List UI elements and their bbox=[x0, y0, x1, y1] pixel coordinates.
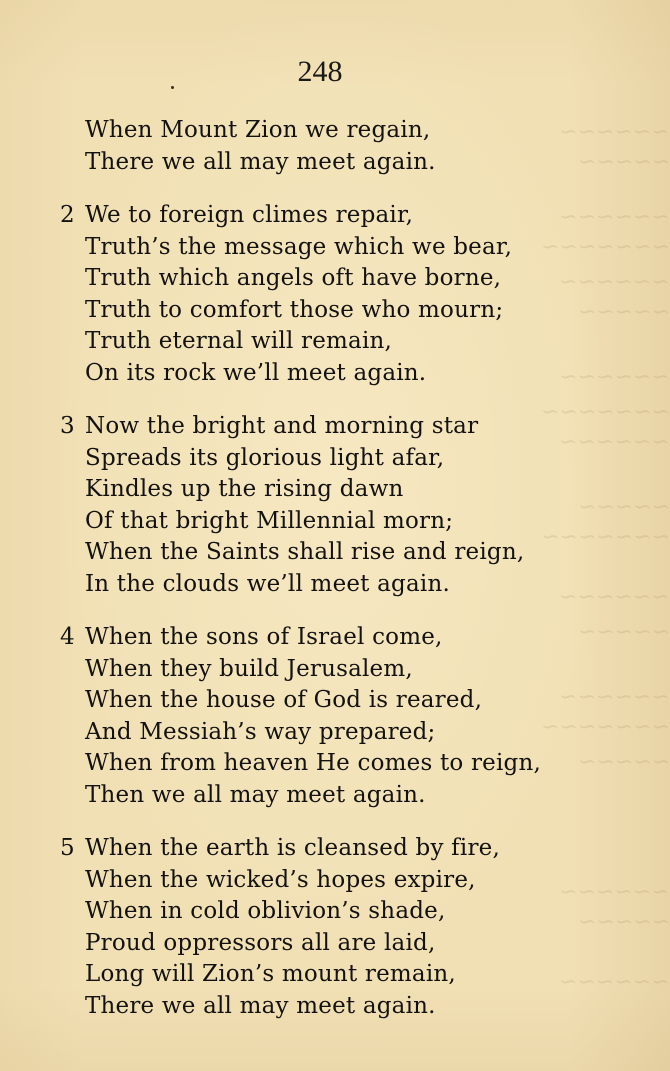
print-speck bbox=[171, 86, 174, 89]
verse-line-text: Truth to comfort those who mourn; bbox=[85, 296, 504, 323]
page-number: 248 bbox=[297, 55, 343, 88]
verse-line bbox=[0, 865, 640, 897]
verse-line bbox=[0, 685, 640, 717]
verse-line bbox=[0, 622, 640, 654]
verse-line bbox=[0, 833, 640, 865]
verse-line-text: When the house of God is reared, bbox=[85, 687, 483, 713]
verse-line-text: In the clouds we’ll meet again. bbox=[85, 570, 450, 597]
stanza-number: 5 bbox=[60, 835, 75, 861]
verse-line bbox=[0, 537, 640, 569]
verse-line bbox=[0, 780, 640, 812]
verse-line bbox=[0, 295, 640, 327]
verse-line-text: There we all may meet again. bbox=[85, 148, 436, 175]
verse-line-text: Truth’s the message which we bear, bbox=[85, 233, 513, 260]
verse-line bbox=[0, 569, 640, 601]
verse-line-text: When the sons of Israel come, bbox=[85, 624, 443, 650]
verse-line-text: Proud oppressors all are laid, bbox=[85, 929, 436, 956]
verse-line-text: There we all may meet again. bbox=[85, 992, 436, 1019]
verse-line-text: Then we all may meet again. bbox=[85, 781, 426, 808]
verse-line-text: When in cold oblivion’s shade, bbox=[85, 898, 446, 924]
verse-line-text: And Messiah’s way prepared; bbox=[85, 718, 436, 745]
verse-line-text: Long will Zion’s mount remain, bbox=[85, 961, 456, 987]
verse-line-text: Truth eternal will remain, bbox=[85, 328, 393, 354]
verse-line-text: When Mount Zion we regain, bbox=[85, 117, 431, 143]
verse-line bbox=[0, 928, 640, 960]
hymn-text bbox=[0, 115, 640, 1022]
stanza-number: 3 bbox=[60, 413, 75, 439]
verse-line bbox=[0, 896, 640, 928]
verse-line bbox=[0, 232, 640, 264]
verse-line bbox=[0, 263, 640, 295]
verse-line bbox=[0, 506, 640, 538]
verse-line-text: When they build Jerusalem, bbox=[85, 655, 413, 682]
verse-line-text: Of that bright Millennial morn; bbox=[85, 507, 454, 534]
verse-line-text: On its rock we’ll meet again. bbox=[85, 359, 427, 386]
verse-line-text: When the wicked’s hopes expire, bbox=[85, 866, 476, 893]
stanza-5 bbox=[0, 833, 640, 1022]
verse-line-text: When from heaven He comes to reign, bbox=[85, 750, 541, 776]
verse-line bbox=[0, 474, 640, 506]
stanza-1 bbox=[0, 115, 640, 178]
stanza-4 bbox=[0, 622, 640, 811]
stanza-number: 4 bbox=[60, 624, 75, 650]
show-through-texture: ~~~~~~ ~~~~~ ~~~~~~ ~~~~~~~ ~~~~~~ ~~~~~ ~~~~~~ ~~~~~~~ ~~~~~~ ~~~~~ ~~~~~~~ ~~~~~~ ~~~~~ ~~~~~~ ~~~~~~~ ~~~~~ ~~~~~~ ~~~~~ ~~~~~~ bbox=[540, 120, 670, 995]
verse-line bbox=[0, 326, 640, 358]
verse-line-text: When the earth is cleansed by fire, bbox=[85, 835, 500, 861]
verse-line-text: We to foreign climes repair, bbox=[85, 202, 414, 228]
verse-line-text: When the Saints shall rise and reign, bbox=[85, 539, 525, 565]
verse-line bbox=[0, 147, 640, 179]
stanza-2 bbox=[0, 200, 640, 389]
verse-line bbox=[0, 717, 640, 749]
verse-line-text: Now the bright and morning star bbox=[85, 413, 479, 439]
stanza-number: 2 bbox=[60, 202, 75, 228]
verse-line bbox=[0, 358, 640, 390]
verse-line-text: Spreads its glorious light afar, bbox=[85, 444, 445, 471]
verse-line bbox=[0, 991, 640, 1023]
verse-line-text: Kindles up the rising dawn bbox=[85, 476, 404, 502]
verse-line bbox=[0, 411, 640, 443]
verse-line-text: Truth which angels oft have borne, bbox=[85, 265, 502, 291]
stanza-3 bbox=[0, 411, 640, 600]
verse-line bbox=[0, 200, 640, 232]
verse-line bbox=[0, 115, 640, 147]
verse-line bbox=[0, 654, 640, 686]
verse-line bbox=[0, 748, 640, 780]
verse-line bbox=[0, 443, 640, 475]
verse-line bbox=[0, 959, 640, 991]
